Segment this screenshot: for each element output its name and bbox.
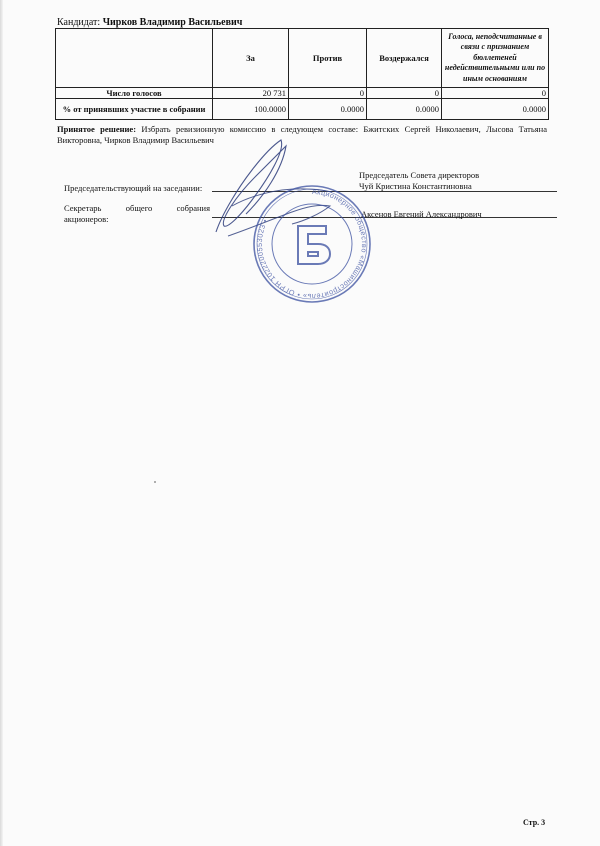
table-cell: 0 [442, 88, 549, 99]
secretary-label: Секретарь общего собрания акционеров: [64, 203, 210, 224]
company-stamp [254, 186, 370, 302]
table-cell: 0.0000 [367, 99, 442, 120]
table-cell: 100.0000 [213, 99, 289, 120]
candidate-label: Кандидат: [57, 17, 101, 28]
board-chair-title: Председатель Совета директоров [359, 170, 480, 180]
chair-label: Председательствующий на заседании: [64, 183, 203, 193]
decision-text: Избрать ревизионную комиссию в следующем составе: Бжитских Сергей Николаевич, Лысова Татьяна Викторовна, Чирков Владимир Васильевич [57, 124, 547, 145]
table-cell: 0.0000 [442, 99, 549, 120]
candidate-name: Чирков Владимир Васильевич [102, 17, 243, 28]
header-cell-against: Против [289, 29, 367, 88]
page-number: Стр. 3 [523, 818, 546, 827]
row-label: % от принявших участие в собрании [56, 99, 213, 120]
header-cell-abstained: Воздержался [367, 29, 442, 88]
table-cell: 0 [367, 88, 442, 99]
table-cell: 0.0000 [289, 99, 367, 120]
table-cell: 0 [289, 88, 367, 99]
secretary-name: Аксенов Евгений Александрович [361, 209, 482, 219]
decision-label: Принятое решение: [57, 124, 137, 134]
header-cell-for: За [213, 29, 289, 88]
board-chair-name: Чуй Кристина Константиновна [359, 181, 472, 191]
header-cell-invalid-votes: Голоса, неподсчитанные в связи с признанием бюллетеней недействительными или по иным основаниям [442, 29, 549, 88]
row-label: Число голосов [56, 88, 213, 99]
table-cell: 20 731 [213, 88, 289, 99]
stamp-ring-text: Акционерное общество «Машиностроитель» • ОГРН 1022200553023 • [254, 186, 369, 302]
stamp-emblem [298, 226, 330, 264]
